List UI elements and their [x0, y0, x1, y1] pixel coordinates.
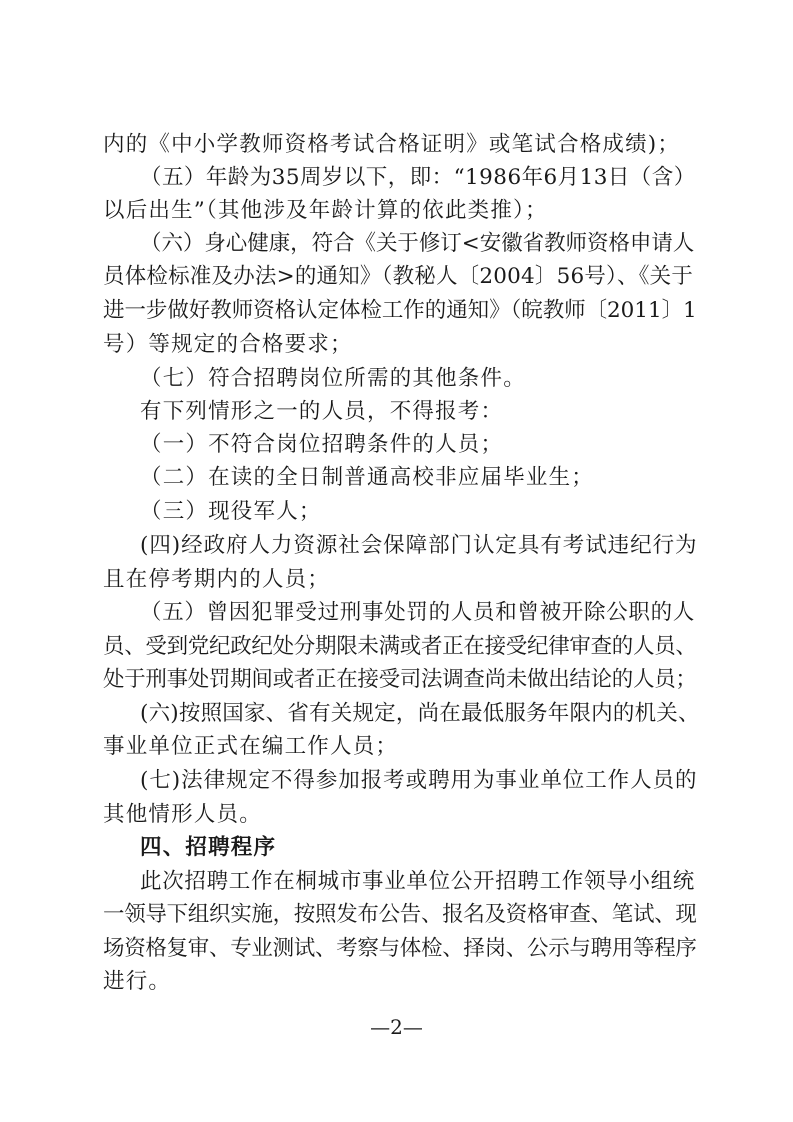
text-line: (四)经政府人力资源社会保障部门认定具有考试违纪行为 — [140, 533, 698, 558]
text-line: 事业单位正式在编工作人员； — [103, 734, 399, 759]
text-line: 其他情形人员。 — [103, 802, 262, 827]
text-line: 内的《中小学教师资格考试合格证明》或笔试合格成绩)； — [103, 132, 681, 157]
text-line: （五）年龄为35周岁以下，即：“1986年6月13日（含） — [140, 165, 696, 190]
text-line: （三）现役军人； — [140, 499, 322, 524]
text-line: 以后出生”（其他涉及年龄计算的依此类推）； — [103, 198, 548, 223]
text-line: （五）曾因犯罪受过刑事处罚的人员和曾被开除公职的人 — [140, 600, 696, 625]
text-line: （一）不符合岗位招聘条件的人员； — [140, 432, 504, 457]
text-line: 一领导下组织实施，按照发布公告、报名及资格审查、笔试、现 — [103, 902, 697, 927]
text-line: （七）符合招聘岗位所需的其他条件。 — [140, 366, 526, 391]
text-line: (六)按照国家、省有关规定，尚在最低服务年限内的机关、 — [140, 701, 700, 726]
text-line: 且在停考期内的人员； — [103, 567, 331, 592]
section-heading: 四、招聘程序 — [140, 835, 277, 860]
text-line: 此次招聘工作在桐城市事业单位公开招聘工作领导小组统 — [140, 869, 696, 894]
text-line: 进行。 — [103, 969, 172, 994]
text-line: 场资格复审、专业测试、考察与体检、择岗、公示与聘用等程序 — [103, 936, 697, 961]
text-line: 进一步做好教师资格认定体检工作的通知》（皖教师〔2011〕1 — [103, 298, 697, 323]
text-line: (七)法律规定不得参加报考或聘用为事业单位工作人员的 — [140, 768, 698, 793]
text-line: 员、受到党纪政纪处分期限未满或者正在接受纪律审查的人员、 — [103, 634, 697, 659]
text-line: 号）等规定的合格要求； — [103, 332, 353, 357]
text-line: 有下列情形之一的人员，不得报考： — [140, 399, 504, 424]
text-line: 员体检标准及办法>的通知》（教秘人〔2004〕56号）、《关于 — [103, 264, 694, 289]
page-number: —2— — [370, 1015, 423, 1039]
text-line: （二）在读的全日制普通高校非应届毕业生； — [140, 465, 595, 490]
text-line: （六）身心健康，符合《关于修订<安徽省教师资格申请人 — [140, 231, 695, 256]
text-line: 处于刑事处罚期间或者正在接受司法调查尚未做出结论的人员； — [103, 667, 697, 692]
